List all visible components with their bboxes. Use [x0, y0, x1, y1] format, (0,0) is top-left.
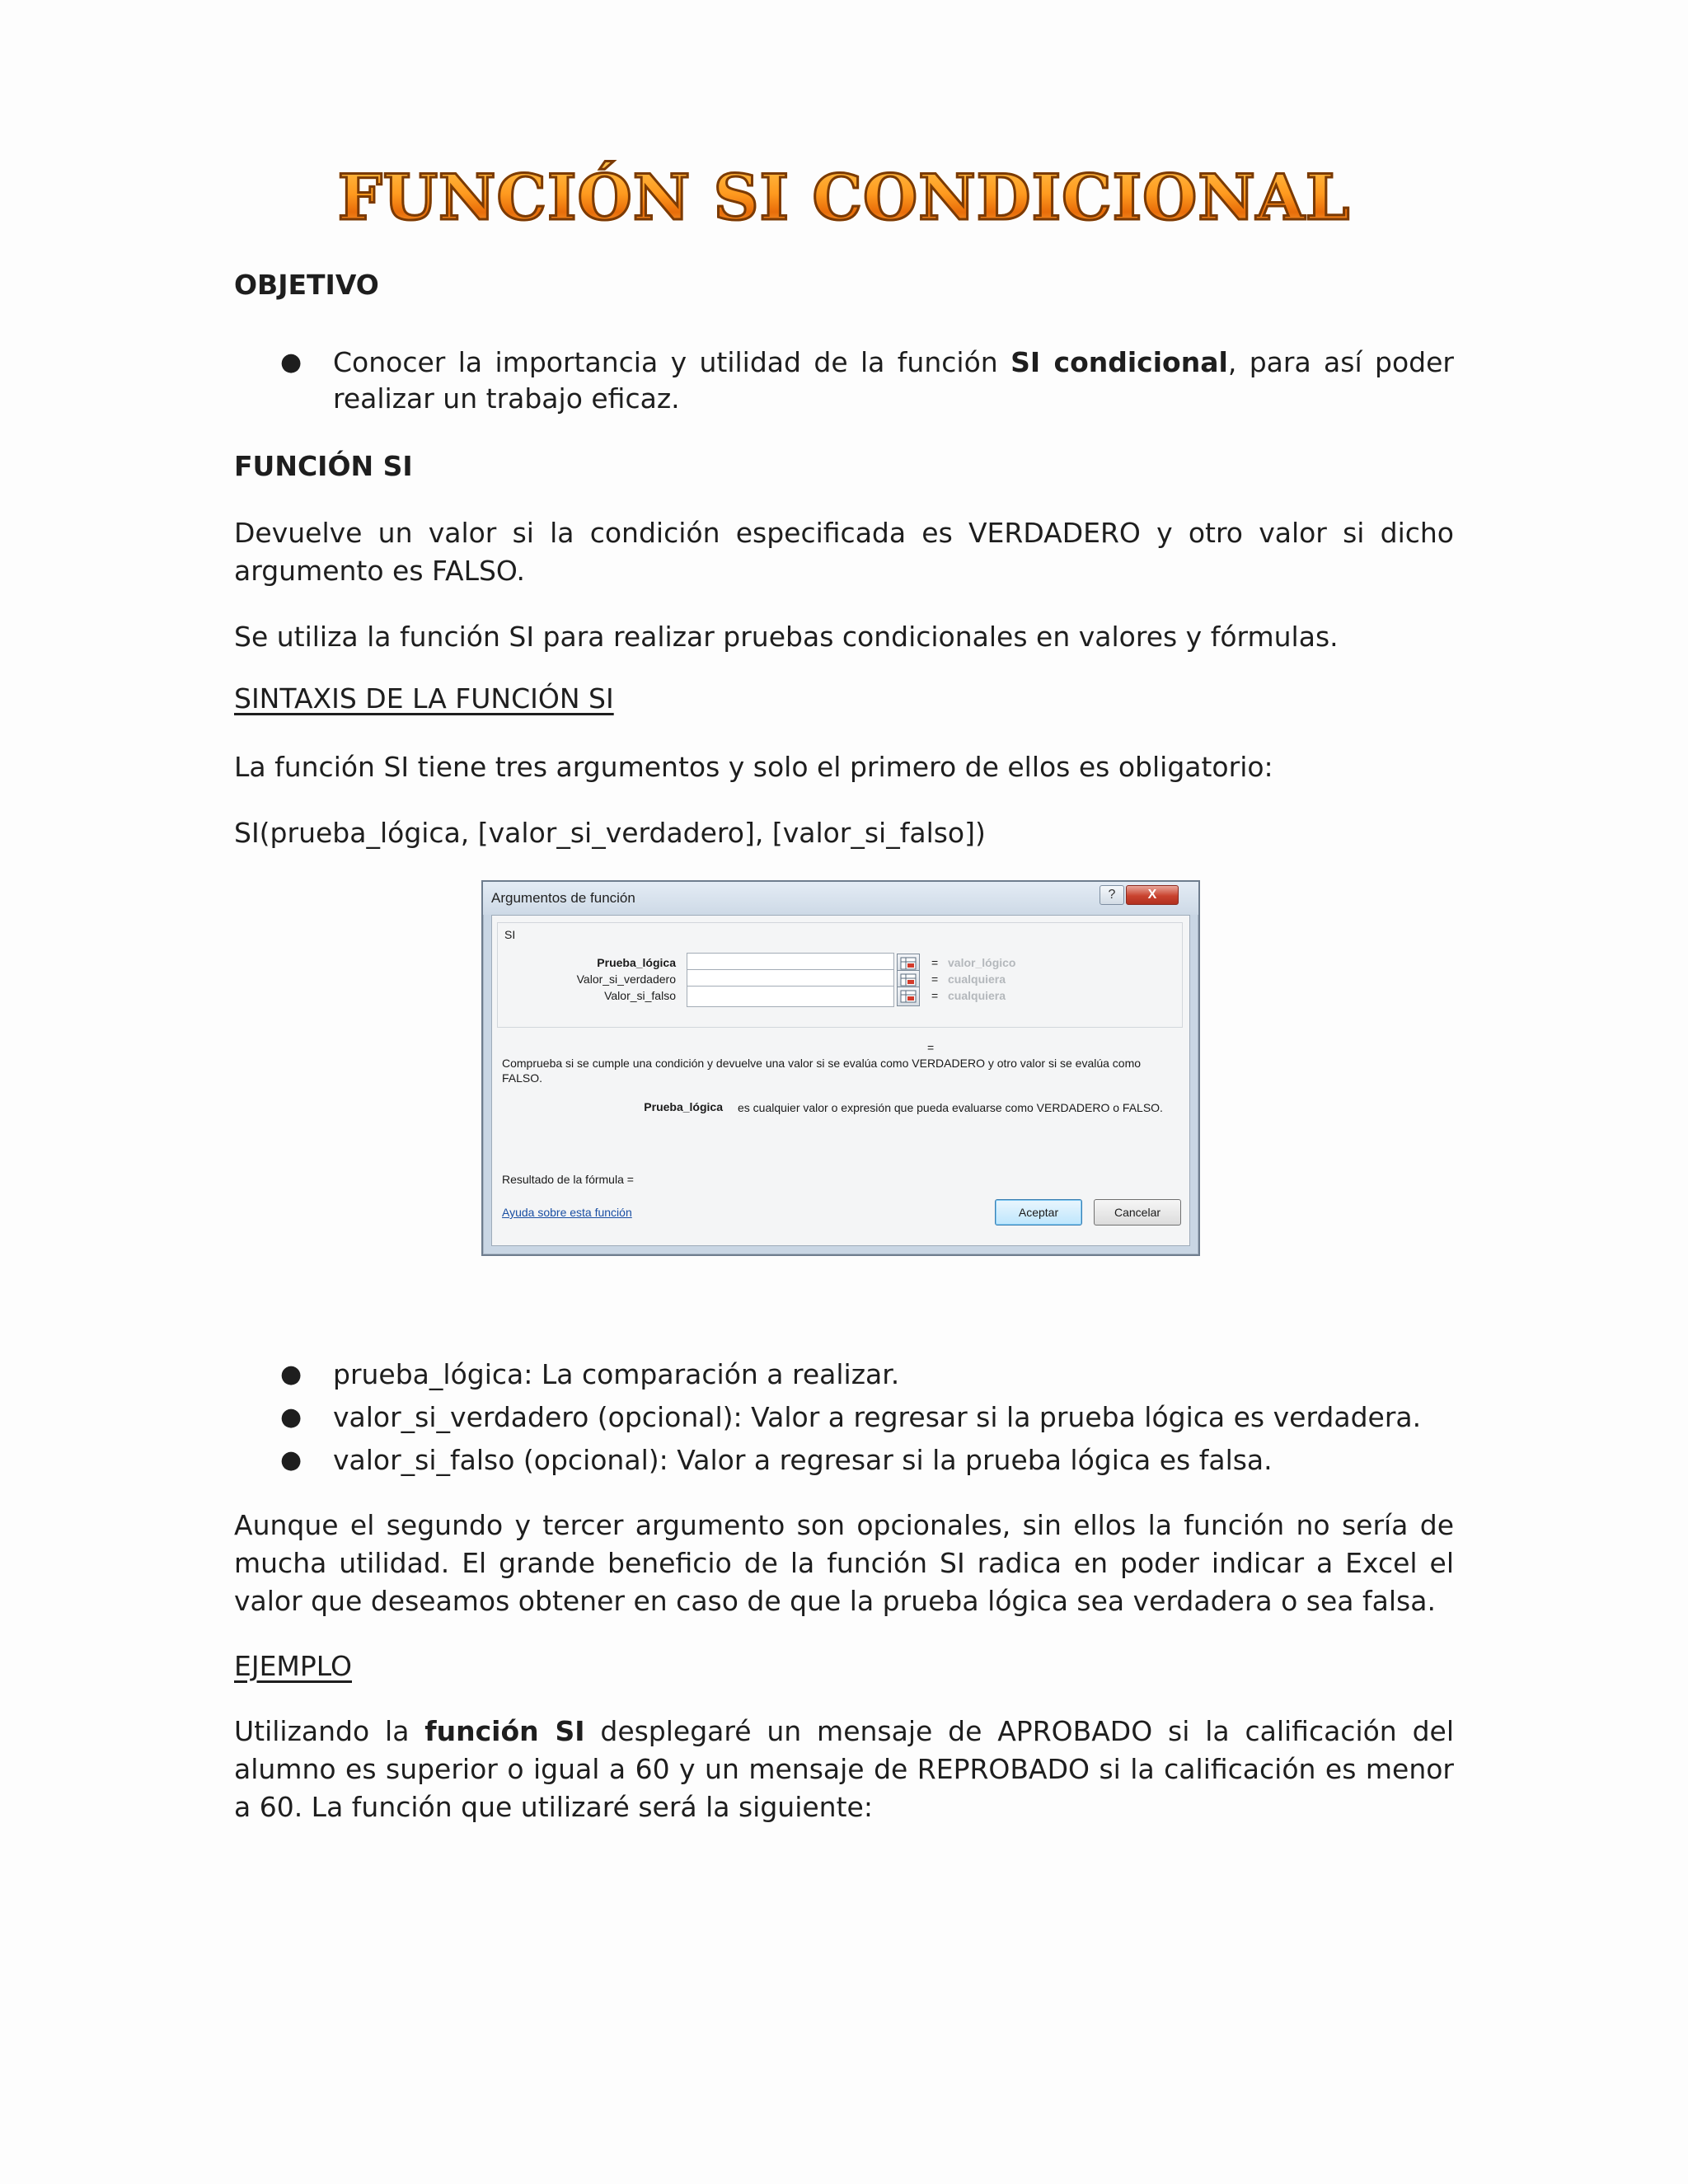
bullet-icon: ● — [280, 1360, 302, 1389]
funcion-si-usage: Se utiliza la función SI para realizar pruebas condicionales en valores y fórmulas. — [234, 621, 1339, 653]
sintaxis-formula: SI(prueba_lógica, [valor_si_verdadero], [valor_si_falso]) — [234, 817, 986, 849]
page-title: FUNCIÓN SI CONDICIONAL — [337, 161, 1351, 234]
objetivo-text: Conocer la importancia y utilidad de la función SI condicional, para así poder realizar un trabajo eficaz. — [333, 346, 1454, 415]
valor-si-falso-input[interactable] — [687, 986, 894, 1007]
accept-button[interactable]: Aceptar — [995, 1199, 1082, 1226]
ejemplo-heading: EJEMPLO — [234, 1650, 352, 1682]
funcion-si-heading: FUNCIÓN SI — [234, 450, 413, 482]
arg-equals: = — [931, 989, 939, 1002]
dialog-titlebar — [483, 882, 1198, 915]
list-item-text: valor_si_verdadero (opcional): Valor a regresar si la prueba lógica es verdadera. — [333, 1401, 1422, 1433]
help-link[interactable]: Ayuda sobre esta función — [502, 1206, 632, 1219]
arg-description: es cualquier valor o expresión que pueda evaluarse como VERDADERO o FALSO. — [738, 1101, 1163, 1114]
range-selector-icon[interactable] — [897, 987, 920, 1006]
arg-equals: = — [931, 972, 939, 986]
arg-equals: = — [931, 956, 939, 969]
function-description: Comprueba si se cumple una condición y devuelve una valor si se evalúa como VERDADERO y otro valor si se evalúa como FALSO. — [502, 1057, 1142, 1085]
formula-result: Resultado de la fórmula = — [502, 1173, 634, 1186]
arguments-group — [497, 922, 1183, 1028]
dialog-title: Argumentos de función — [491, 890, 635, 906]
arg-label-valor-si-verdadero: Valor_si_verdadero — [576, 972, 676, 986]
list-item-text: valor_si_falso (opcional): Valor a regresar si la prueba lógica es falsa. — [333, 1444, 1273, 1476]
ejemplo-paragraph: Utilizando la función SI desplegaré un mensaje de APROBADO si la calificación del alumno es superior o igual a 60 y un mensaje de REPROBADO si la calificación es menor a 60. La función que utilizaré será la siguiente: — [234, 1715, 1454, 1823]
arg-label-prueba-logica: Prueba_lógica — [597, 956, 676, 969]
cancel-button[interactable]: Cancelar — [1094, 1199, 1181, 1226]
funcion-si-description: Devuelve un valor si la condición especificada es VERDADERO y otro valor si dicho argumento es FALSO. — [234, 517, 1454, 587]
arg-hint: cualquiera — [948, 989, 1006, 1002]
function-arguments-dialog — [481, 880, 1200, 1256]
result-equals: = — [927, 1041, 935, 1054]
sintaxis-intro: La función SI tiene tres argumentos y solo el primero de ellos es obligatorio: — [234, 751, 1273, 783]
function-name: SI — [504, 928, 516, 941]
arg-label-valor-si-falso: Valor_si_falso — [604, 989, 676, 1002]
arg-hint: valor_lógico — [948, 956, 1016, 969]
bullet-icon: ● — [280, 1403, 302, 1432]
dialog-body — [491, 915, 1190, 1246]
list-item-text: prueba_lógica: La comparación a realizar. — [333, 1358, 900, 1390]
arg-hint: cualquiera — [948, 972, 1006, 986]
close-icon[interactable]: X — [1126, 885, 1179, 905]
objetivo-heading: OBJETIVO — [234, 269, 379, 301]
bullet-icon: ● — [280, 1446, 302, 1474]
bullet-icon: ● — [280, 348, 302, 377]
sintaxis-heading: SINTAXIS DE LA FUNCIÓN SI — [234, 682, 614, 715]
arg-name: Prueba_lógica — [644, 1100, 723, 1113]
help-icon[interactable]: ? — [1100, 885, 1124, 905]
opcionales-paragraph: Aunque el segundo y tercer argumento son opcionales, sin ellos la función no sería de mucha utilidad. El grande beneficio de la función SI radica en poder indicar a Excel el valor que deseamos obtener en caso de que la prueba lógica sea verdadera o sea falsa. — [234, 1509, 1454, 1617]
